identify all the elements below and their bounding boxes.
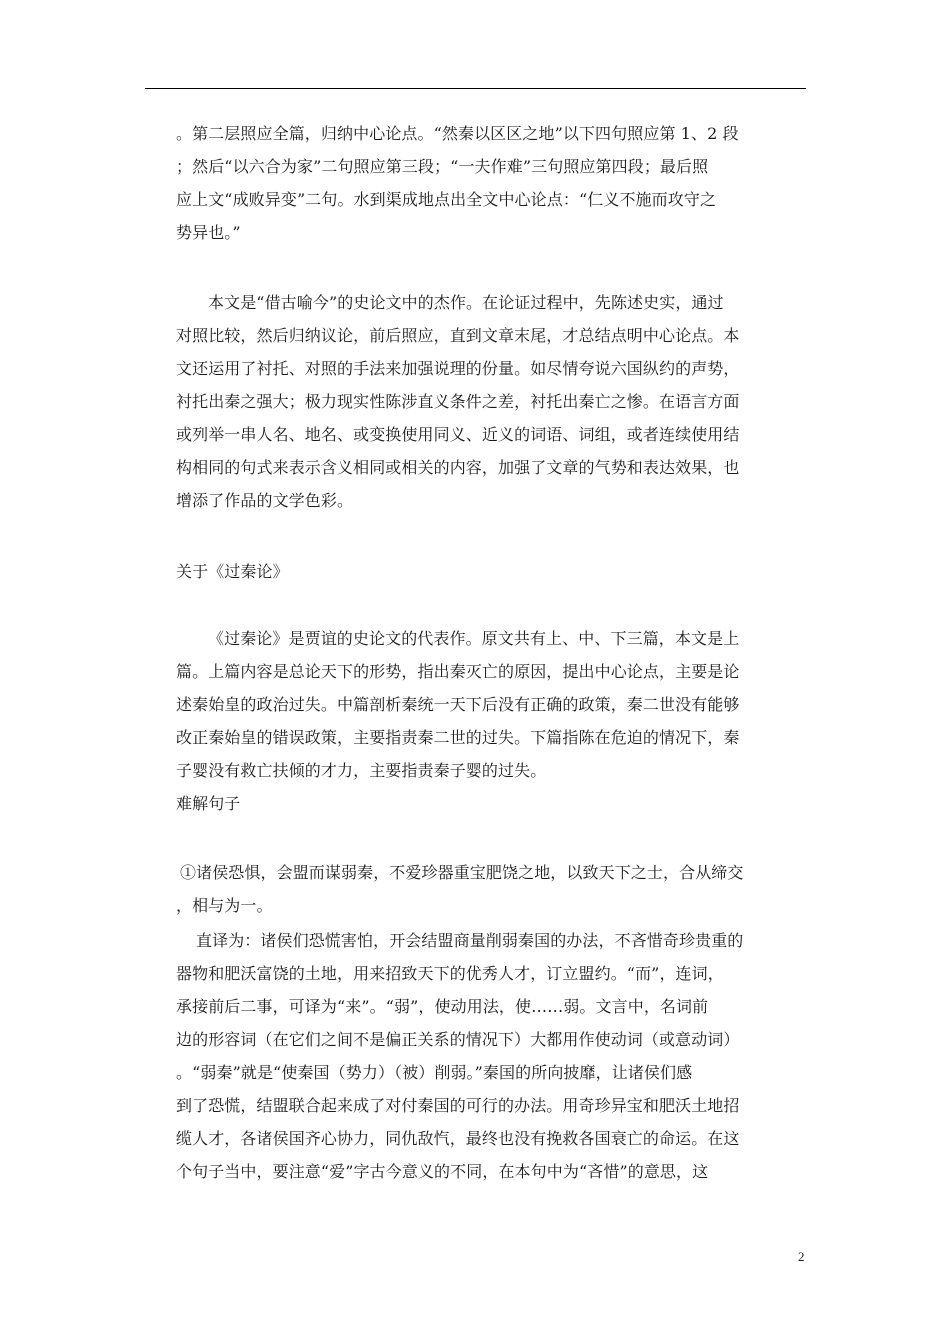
text-line: 《过秦论》是贾谊的史论文的代表作。原文共有上、中、下三篇，本文是上 [208,629,740,648]
text-line: 。第二层照应全篇，归纳中心论点。“然秦以区区之地”以下四句照应第 1、2 段 [176,124,739,143]
quoted-sentence: ①诸侯恐惧，会盟而谋弱秦，不爱珍器重宝肥饶之地，以致天下之士，合从缔交 [180,863,744,882]
text-line: 本文是“借古喻今”的史论文中的杰作。在论证过程中，先陈述史实，通过 [208,293,724,312]
text-line: 构相同的句式来表示含义相同或相关的内容，加强了文章的气势和表达效果，也 [176,458,740,477]
text-line: 文还运用了衬托、对照的手法来加强说理的份量。如尽情夸说六国纵约的声势， [176,359,740,378]
text-line: 衬托出秦之强大；极力现实性陈涉直义条件之差，衬托出秦亡之惨。在语言方面 [176,392,740,411]
text-line: 缆人才，各诸侯国齐心协力，同仇敌忾，最终也没有挽救各国衰亡的命运。在这 [176,1129,740,1148]
text-line: 。“弱秦”就是“使秦国（势力）（被）削弱。”秦国的所向披靡，让诸侯们感 [176,1063,693,1082]
text-line: 改正秦始皇的错误政策，主要指责秦二世的过失。下篇指陈在危迫的情况下，秦 [176,728,740,747]
page-number: 2 [798,1249,805,1264]
header-rule [145,88,806,89]
text-line: 篇。上篇内容是总论天下的形势，指出秦灭亡的原因，提出中心论点，主要是论 [176,662,740,681]
text-line: 增添了作品的文学色彩。 [176,491,354,510]
text-line: 器物和肥沃富饶的土地，用来招致天下的优秀人才，订立盟约。“而”，连词， [176,964,724,983]
text-line: 述秦始皇的政治过失。中篇剖析秦统一天下后没有正确的政策，秦二世没有能够 [176,695,740,714]
section-heading: 关于《过秦论》 [176,562,289,581]
text-line: 到了恐慌，结盟联合起来成了对付秦国的可行的办法。用奇珍异宝和肥沃土地招 [176,1096,740,1115]
section-heading: 难解句子 [176,794,241,813]
text-line: 势异也。” [176,223,241,242]
text-line: 承接前后二事，可译为“来”。“弱”，使动用法，使……弱。文言中，名词前 [176,997,709,1016]
text-line: 或列举一串人名、地名、或变换使用同义、近义的词语、词组，或者连续使用结 [176,425,740,444]
text-line: 子婴没有救亡扶倾的才力，主要指责秦子婴的过失。 [176,761,547,780]
quoted-sentence: ，相与为一。 [176,896,273,915]
text-line: 个句子当中，要注意“爱”字古今意义的不同，在本句中为“吝惜”的意思，这 [176,1162,709,1181]
text-line: 对照比较，然后归纳议论，前后照应，直到文章末尾，才总结点明中心论点。本 [176,326,740,345]
text-line: 边的形容词（在它们之间不是偏正关系的情况下）大都用作使动词（或意动词） [176,1030,740,1049]
text-line: 直译为：诸侯们恐慌害怕，开会结盟商量削弱秦国的办法，不吝惜奇珍贵重的 [196,931,744,950]
text-line: ；然后“以六合为家”二句照应第三段；“一夫作难”三句照应第四段；最后照 [176,157,709,176]
text-line: 应上文“成败异变”二句。水到渠成地点出全文中心论点：“仁义不施而攻守之 [176,190,717,209]
